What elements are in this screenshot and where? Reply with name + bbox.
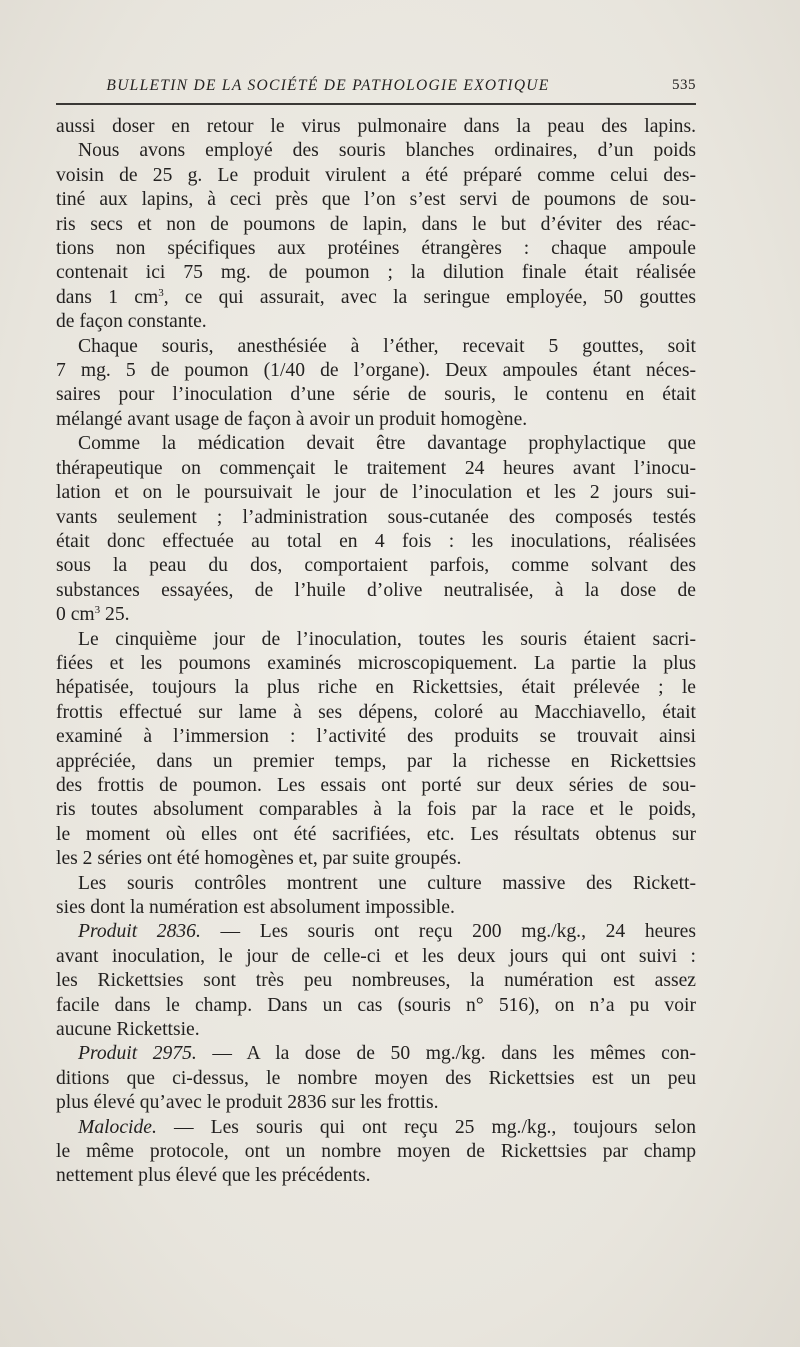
line-text: de façon constante.: [56, 311, 207, 333]
line-text: fiées et les poumons examinés microscopiquement. La partie la plus: [56, 652, 696, 674]
line-text: Nous avons employé des souris blanches ordinaires, d’un poids: [78, 140, 696, 162]
line-text: avant inoculation, le jour de celle-ci et les deux jours qui ont suivi :: [56, 945, 696, 967]
text-line: [56, 237, 696, 261]
line-text: lation et on le poursuivait le jour de l’inoculation et les 2 jours sui-: [56, 482, 696, 504]
line-text: voisin de 25 g. Le produit virulent a été préparé comme celui des-: [56, 164, 696, 186]
text-line: [56, 359, 696, 383]
text-line: [56, 847, 696, 871]
text-line: [56, 945, 696, 969]
line-text-continued: 25.: [100, 604, 130, 626]
text-line: [56, 750, 696, 774]
line-text: hépatisée, toujours la plus riche en Rickettsies, était prélevée ; le: [56, 677, 696, 699]
line-text: appréciée, dans un premier temps, par la richesse en Rickettsies: [56, 750, 696, 772]
text-line: [56, 896, 696, 920]
text-line: [56, 1140, 696, 1164]
text-line: [56, 432, 696, 456]
line-text: Chaque souris, anesthésiée à l’éther, recevait 5 gouttes, soit: [78, 335, 696, 357]
line-text: Le cinquième jour de l’inoculation, toutes les souris étaient sacri-: [78, 628, 696, 650]
text-line: [56, 1164, 696, 1188]
line-text: saires pour l’inoculation d’une série de souris, le contenu en était: [56, 384, 696, 406]
line-text: tiné aux lapins, à ceci près que l’on s’est servi de poumons de sou-: [56, 189, 696, 211]
line-text: aucune Rickettsie.: [56, 1019, 200, 1041]
line-text: le moment où elles ont été sacrifiées, etc. Les résultats obtenus sur: [56, 823, 696, 845]
line-text: dans 1 cm: [56, 286, 159, 308]
journal-title: BULLETIN DE LA SOCIÉTÉ DE PATHOLOGIE EXOTIQUE: [106, 77, 550, 94]
superscript: 3: [94, 604, 101, 617]
page-number: 535: [672, 77, 696, 93]
line-text: aussi doser en retour le virus pulmonaire dans la peau des lapins.: [56, 116, 696, 137]
product-name: Malocide.: [78, 1116, 157, 1138]
text-line: [56, 652, 696, 676]
text-line: [56, 481, 696, 505]
product-name: Produit 2836.: [78, 921, 201, 943]
running-head: [56, 74, 696, 100]
text-line: [56, 530, 696, 554]
text-line: [56, 603, 696, 627]
line-text: examiné à l’immersion : l’activité des produits se trouvait ainsi: [56, 726, 696, 748]
line-text: substances essayées, de l’huile d’olive neutralisée, à la dose de: [56, 579, 696, 601]
text-line: [56, 506, 696, 530]
text-line: [56, 139, 696, 163]
line-text: nettement plus élevé que les précédents.: [56, 1165, 371, 1187]
text-line: [56, 798, 696, 822]
text-line: [56, 969, 696, 993]
text-line: [56, 164, 696, 188]
line-text: ris toutes absolument comparables à la fois par la race et le poids,: [56, 799, 696, 821]
body-text: [56, 115, 696, 1189]
line-text: 0 cm: [56, 604, 95, 626]
header-rule: [56, 103, 696, 105]
line-text: Comme la médication devait être davantage prophylactique que: [78, 433, 696, 455]
line-text: frottis effectué sur lame à ses dépens, coloré au Macchiavello, était: [56, 701, 696, 723]
product-name: Produit 2975.: [78, 1043, 197, 1065]
line-text: le même protocole, ont un nombre moyen de Rickettsies par champ: [56, 1141, 696, 1163]
line-text: — Les souris qui ont reçu 25 mg./kg., toujours selon: [156, 1116, 696, 1138]
text-line: [56, 1042, 696, 1066]
text-line: [56, 383, 696, 407]
line-text: — A la dose de 50 mg./kg. dans les mêmes con-: [196, 1043, 696, 1065]
text-line: [56, 774, 696, 798]
text-line: [56, 676, 696, 700]
line-text: sous la peau du dos, comportaient parfois, comme solvant des: [56, 555, 696, 577]
line-text: contenait ici 75 mg. de poumon ; la dilution finale était réalisée: [56, 262, 696, 284]
text-line: [56, 823, 696, 847]
text-line: [56, 286, 696, 310]
line-text: était donc effectuée au total en 4 fois : les inoculations, réalisées: [56, 530, 696, 552]
text-line: [56, 994, 696, 1018]
text-line: [56, 701, 696, 725]
text-line: [56, 1067, 696, 1091]
line-text: facile dans le champ. Dans un cas (souris n° 516), on n’a pu voir: [56, 994, 696, 1016]
text-line: [56, 115, 696, 139]
text-line: [56, 335, 696, 359]
line-text-continued: , ce qui assurait, avec la seringue employée, 50 gouttes: [163, 286, 696, 308]
text-line: [56, 579, 696, 603]
superscript: 3: [158, 286, 164, 299]
text-line: [56, 628, 696, 652]
text-line: [56, 872, 696, 896]
text-line: [56, 1018, 696, 1042]
line-text: thérapeutique on commençait le traitement 24 heures avant l’inocu-: [56, 457, 696, 479]
line-text: Les souris contrôles montrent une culture massive des Rickett-: [78, 872, 696, 894]
line-text: plus élevé qu’avec le produit 2836 sur les frottis.: [56, 1092, 439, 1114]
text-line: [56, 408, 696, 432]
line-text: les Rickettsies sont très peu nombreuses, la numération est assez: [56, 970, 696, 992]
text-line: [56, 554, 696, 578]
text-line: [56, 1091, 696, 1115]
text-line: [56, 725, 696, 749]
line-text: ditions que ci-dessus, le nombre moyen des Rickettsies est un peu: [56, 1067, 696, 1089]
line-text: vants seulement ; l’administration sous-cutanée des composés testés: [56, 506, 696, 528]
text-line: [56, 457, 696, 481]
line-text: tions non spécifiques aux protéines étrangères : chaque ampoule: [56, 238, 696, 260]
text-line: [56, 1116, 696, 1140]
text-line: [56, 188, 696, 212]
line-text: — Les souris ont reçu 200 mg./kg., 24 heures: [200, 921, 696, 943]
text-line: [56, 310, 696, 334]
text-line: [56, 261, 696, 285]
line-text: des frottis de poumon. Les essais ont porté sur deux séries de sou-: [56, 774, 696, 796]
text-line: [56, 920, 696, 944]
text-line: [56, 213, 696, 237]
line-text: 7 mg. 5 de poumon (1/40 de l’organe). Deux ampoules étant néces-: [56, 360, 696, 382]
line-text: sies dont la numération est absolument impossible.: [56, 897, 455, 918]
line-text: ris secs et non de poumons de lapin, dans le but d’éviter des réac-: [56, 213, 696, 235]
line-text: les 2 séries ont été homogènes et, par suite groupés.: [56, 848, 462, 870]
line-text: mélangé avant usage de façon à avoir un produit homogène.: [56, 408, 528, 430]
